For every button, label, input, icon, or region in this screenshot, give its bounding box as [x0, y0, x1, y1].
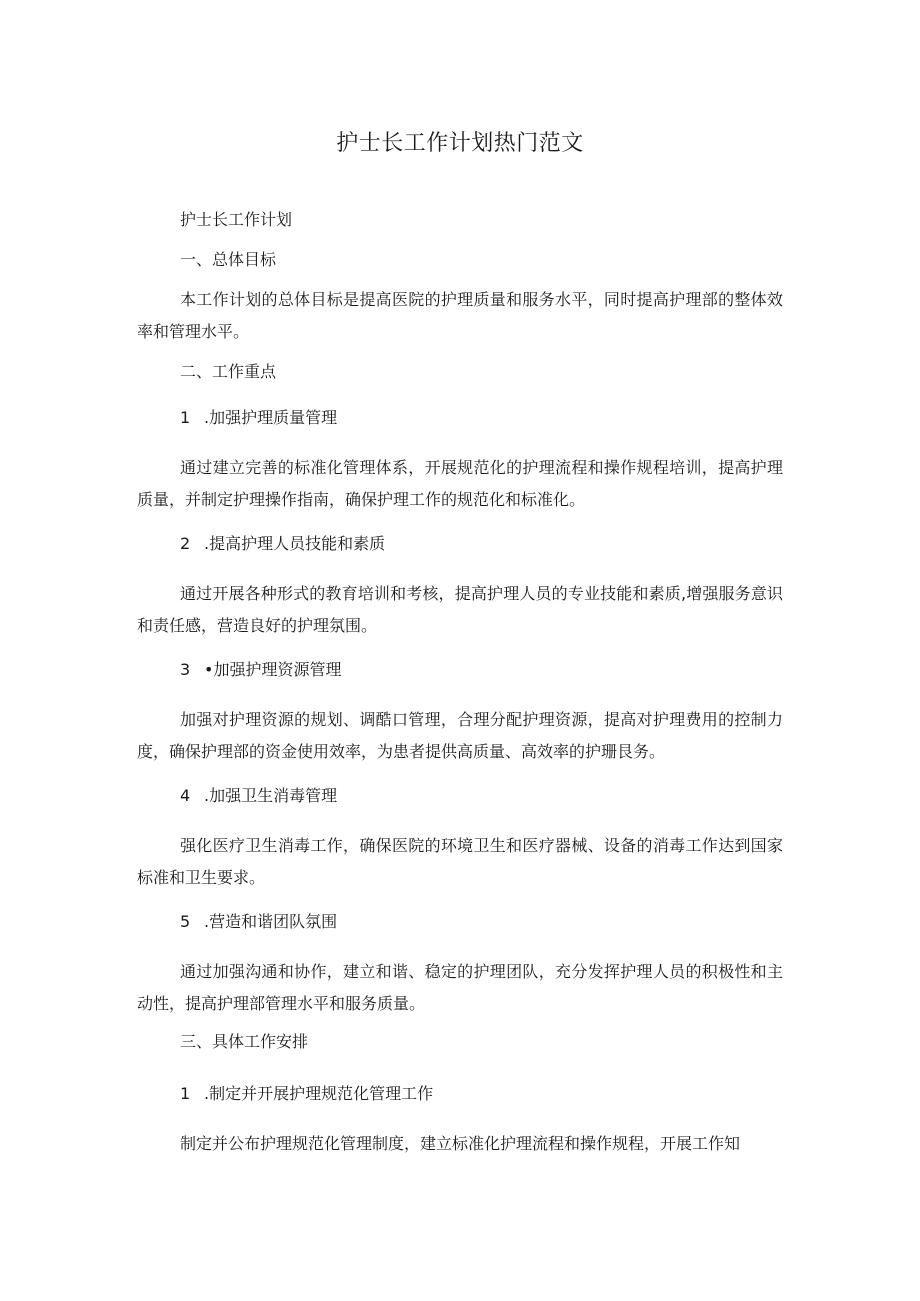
paragraph-goals: 本工作计划的总体目标是提高医院的护理质量和服务水平，同时提高护理部的整体效率和管理水平。	[137, 290, 783, 341]
paragraph-item-4: 强化医疗卫生消毒工作，确保医院的环境卫生和医疗器械、设备的消毒工作达到国家标准和卫生要求。	[137, 836, 783, 887]
document-subtitle: 护士长工作计划	[180, 210, 293, 229]
section-heading-focus: 二、工作重点	[180, 362, 277, 381]
item-number: 1	[180, 408, 191, 427]
paragraph-arrangement-1: 制定并公布护理规范化管理制度，建立标准化护理流程和操作规程，开展工作知	[180, 1134, 741, 1153]
item-heading-3	[180, 658, 341, 682]
item-number: 1	[180, 1084, 191, 1103]
item-number: 5	[180, 912, 191, 931]
paragraph-item-2: 通过开展各种形式的教育培训和考核，提高护理人员的专业技能和素质,增强服务意识和责任感，营造良好的护理氛围。	[137, 584, 783, 635]
item-label: •加强护理资源管理	[204, 660, 342, 679]
item-number: 2	[180, 534, 191, 553]
paragraph-item-3: 加强对护理资源的规划、调酷口管理，合理分配护理资源，提高对护理费用的控制力度，确保护理部的资金使用效率，为患者提供高质量、高效率的护珊艮务。	[137, 710, 783, 761]
paragraph-item-1: 通过建立完善的标准化管理体系，开展规范化的护理流程和操作规程培训，提高护理质量，并制定护理操作指南，确保护理工作的规范化和标准化。	[137, 458, 783, 509]
item-heading-1	[180, 406, 337, 430]
item-label: .制定并开展护理规范化管理工作	[204, 1084, 434, 1103]
section-heading-goals: 一、总体目标	[180, 250, 277, 269]
paragraph-item-5: 通过加强沟通和协作，建立和谐、稳定的护理团队，充分发挥护理人员的积极性和主动性，提高护理部管理水平和服务质量。	[137, 962, 783, 1013]
section-heading-arrangements: 三、具体工作安排	[180, 1032, 309, 1051]
item-number: 4	[180, 786, 191, 805]
item-heading-arrangement-1	[180, 1082, 433, 1106]
item-label: .加强卫生消毒管理	[204, 786, 338, 805]
item-heading-2	[180, 532, 385, 556]
item-label: .营造和谐团队氛围	[204, 912, 338, 931]
item-number: 3	[180, 660, 191, 679]
document-title: 护士长工作计划热门范文	[336, 131, 584, 156]
item-label: .提高护理人员技能和素质	[204, 534, 386, 553]
item-heading-5	[180, 910, 337, 934]
item-label: .加强护理质量管理	[204, 408, 338, 427]
item-heading-4	[180, 784, 337, 808]
